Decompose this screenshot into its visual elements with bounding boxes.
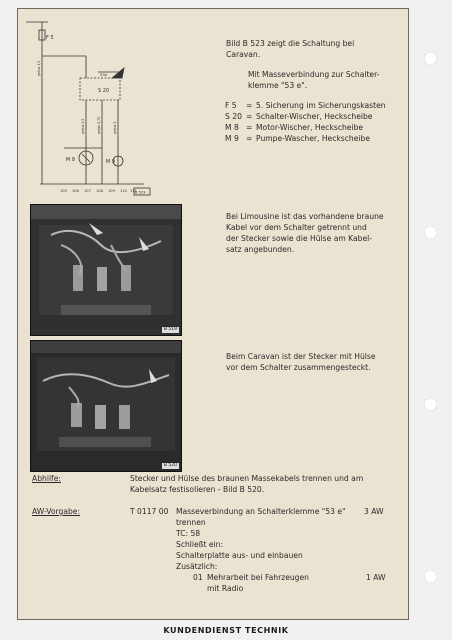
diagram-terminal-label: 53e bbox=[100, 72, 108, 77]
diagram-wire-label: ge/sw 1 bbox=[113, 121, 117, 134]
legend-code: S 20 bbox=[225, 112, 242, 121]
legend-desc: Pumpe-Wascher, Heckscheibe bbox=[256, 134, 370, 143]
aw-extra-desc: mit Radio bbox=[207, 584, 244, 593]
diagram-wire-label: ge/sw 1,5 bbox=[81, 118, 85, 134]
legend-code: M 8 bbox=[225, 123, 239, 132]
aw-includes-item: Schalterplatte aus- und einbauen bbox=[176, 551, 303, 560]
diagram-switch-label: S 20 bbox=[98, 88, 110, 94]
punch-hole bbox=[424, 570, 437, 583]
abhilfe-label: Abhilfe: bbox=[32, 474, 61, 483]
diagram-pump-label: M 9 bbox=[106, 159, 116, 165]
photo1-text-line: Kabel vor dem Schalter getrennt und bbox=[226, 223, 367, 232]
legend-eq: = bbox=[246, 101, 253, 110]
diagram-number: 109 bbox=[108, 189, 115, 193]
aw-tc: TC: 58 bbox=[176, 529, 201, 538]
diagram-number: 110 bbox=[120, 189, 127, 193]
legend-desc: Schalter-Wischer, Heckscheibe bbox=[256, 112, 373, 121]
aw-additional-heading: Zusätzlich: bbox=[176, 562, 218, 571]
photo-caravan bbox=[30, 340, 182, 472]
page-footer: KUNDENDIENST TECHNIK bbox=[163, 626, 289, 635]
wiring-diagram bbox=[26, 16, 166, 196]
aw-desc: trennen bbox=[176, 518, 206, 527]
diagram-number: 106 bbox=[72, 189, 79, 193]
intro-line: Caravan. bbox=[226, 50, 261, 59]
diagram-number: 105 bbox=[60, 189, 67, 193]
aw-includes-heading: Schließt ein: bbox=[176, 540, 224, 549]
aw-value: 3 AW bbox=[364, 507, 384, 516]
aw-extra-code: 01 bbox=[193, 573, 203, 582]
diagram-fuse-label: F 5 bbox=[46, 35, 54, 41]
legend-code: F 5 bbox=[225, 101, 237, 110]
aw-code: T 0117 00 bbox=[130, 507, 169, 516]
photo1-text-line: satz angebunden. bbox=[226, 245, 295, 254]
legend-eq: = bbox=[246, 134, 253, 143]
intro-line: Bild B 523 zeigt die Schaltung bei bbox=[226, 39, 355, 48]
diagram-wire-label: gn/ge 0,75 bbox=[97, 116, 101, 134]
diagram-number: 111 bbox=[130, 189, 137, 193]
photo-limousine bbox=[30, 204, 182, 336]
abhilfe-line: Stecker und Hülse des braunen Massekabels trennen und am bbox=[130, 474, 364, 483]
abhilfe-line: Kabelsatz festisolieren - Bild B 520. bbox=[130, 485, 265, 494]
diagram-number: 108 bbox=[96, 189, 103, 193]
photo1-text-line: der Stecker sowie die Hülse am Kabel- bbox=[226, 234, 373, 243]
photo-label: B 520 bbox=[163, 463, 177, 468]
photo2-text-line: vor dem Schalter zusammengesteckt. bbox=[226, 363, 371, 372]
diagram-ref-label: B 523 bbox=[135, 190, 146, 195]
intro-line: klemme "53 e". bbox=[248, 81, 308, 90]
photo-label: B 519 bbox=[163, 327, 177, 332]
photo2-text-line: Beim Caravan ist der Stecker mit Hülse bbox=[226, 352, 376, 361]
aw-label: AW-Vorgabe: bbox=[32, 507, 81, 516]
punch-hole bbox=[424, 398, 437, 411]
photo1-text-line: Bei Limousine ist das vorhandene braune bbox=[226, 212, 384, 221]
aw-desc: Masseverbindung an Schalterklemme "53 e" bbox=[176, 507, 346, 516]
diagram-motor-label: M 8 bbox=[66, 157, 76, 163]
diagram-wire-label: ge/sw 1,5 bbox=[37, 60, 41, 76]
legend-code: M 9 bbox=[225, 134, 239, 143]
intro-line: Mit Masseverbindung zur Schalter- bbox=[248, 70, 380, 79]
legend-eq: = bbox=[246, 123, 253, 132]
legend-desc: 5. Sicherung im Sicherungskasten bbox=[256, 101, 386, 110]
legend-desc: Motor-Wischer, Heckscheibe bbox=[256, 123, 364, 132]
legend-eq: = bbox=[246, 112, 253, 121]
aw-extra-desc: Mehrarbeit bei Fahrzeugen bbox=[207, 573, 309, 582]
diagram-number: 107 bbox=[84, 189, 91, 193]
punch-hole bbox=[424, 52, 437, 65]
punch-hole bbox=[424, 226, 437, 239]
aw-value: 1 AW bbox=[366, 573, 386, 582]
